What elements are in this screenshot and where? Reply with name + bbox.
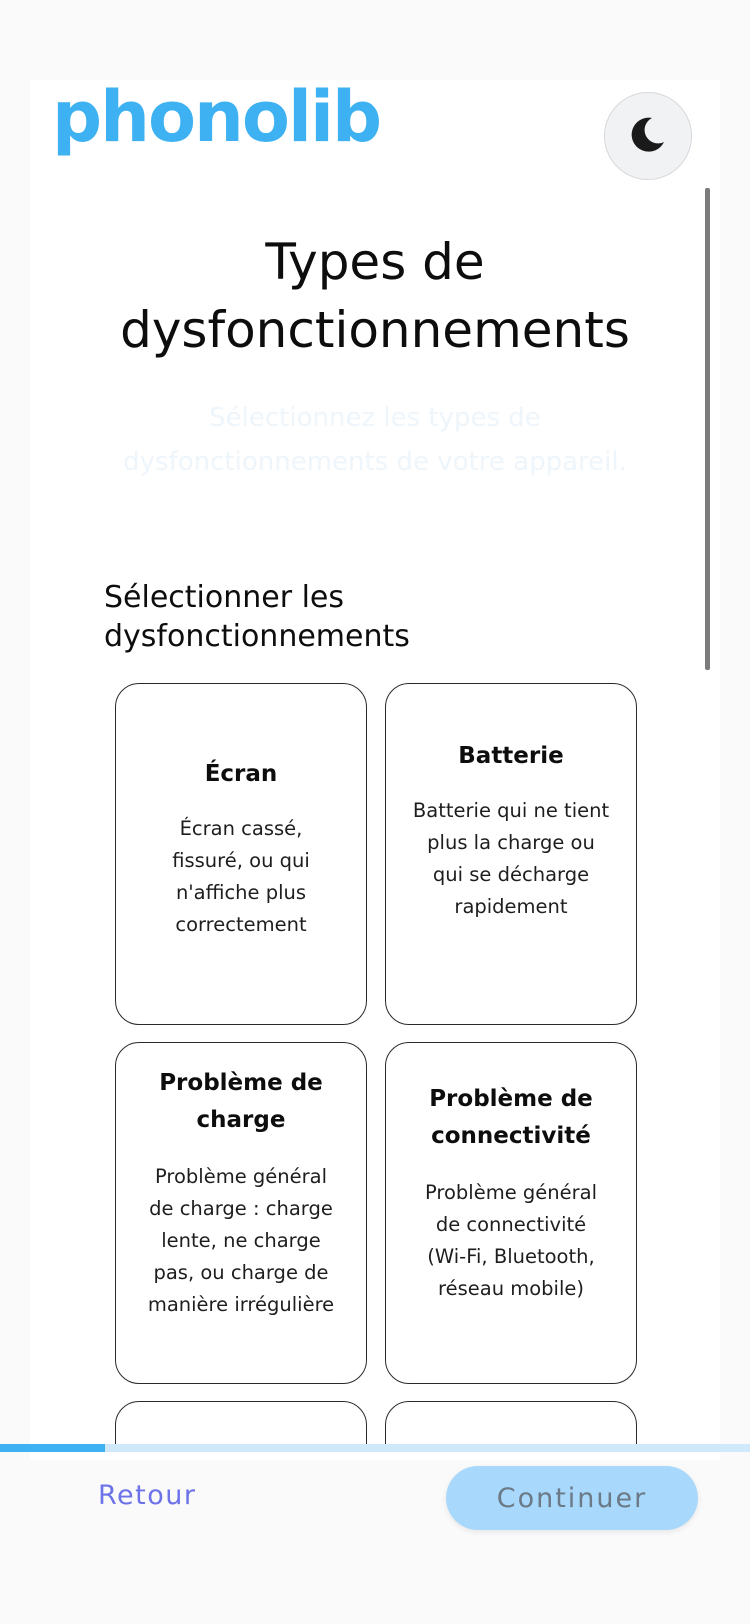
section-title-line1: Sélectionner les xyxy=(104,580,345,615)
phonolib-logo[interactable]: phonolib xyxy=(52,76,381,158)
card-title: Problème de charge xyxy=(159,1070,323,1133)
card-title: Batterie xyxy=(458,743,564,769)
card-title: Problème de connectivité xyxy=(429,1086,593,1149)
progress-bar xyxy=(0,1444,750,1452)
card-description: Écran cassé, fissuré, ou qui n'affiche plus correctement xyxy=(172,817,310,936)
card-description: Problème général de charge : charge lente, ne charge pas, ou charge de manière irrégulière xyxy=(147,1165,335,1316)
page-subtitle-line2: dysfonctionnements de votre appareil. xyxy=(123,447,627,477)
section-title xyxy=(104,578,604,656)
progress-bar-fill xyxy=(0,1444,105,1452)
card-description: Batterie qui ne tient plus la charge ou qui se décharge rapidement xyxy=(412,799,610,918)
moon-icon xyxy=(626,112,670,160)
card-description: Problème général de connectivité (Wi-Fi, Bluetooth, réseau mobile) xyxy=(424,1181,598,1300)
page-subtitle-line1: Sélectionnez les types de xyxy=(209,403,541,433)
scrollbar[interactable] xyxy=(705,188,710,670)
section-title-line2: dysfonctionnements xyxy=(104,619,410,654)
card-ecran[interactable] xyxy=(115,683,367,1025)
card-batterie[interactable] xyxy=(385,683,637,1025)
page-title xyxy=(60,228,690,364)
malfunction-card-grid xyxy=(0,678,750,1444)
continue-button[interactable]: Continuer xyxy=(446,1466,698,1530)
theme-toggle-button[interactable] xyxy=(604,92,692,180)
card-probleme-de-charge[interactable] xyxy=(115,1042,367,1384)
back-button[interactable]: Retour xyxy=(98,1480,197,1511)
card-title: Écran xyxy=(204,761,278,787)
page-subtitle xyxy=(60,396,690,484)
card-partial[interactable] xyxy=(385,1401,637,1444)
card-partial[interactable] xyxy=(115,1401,367,1444)
page-title-line2: dysfonctionnements xyxy=(120,301,630,359)
page-title-line1: Types de xyxy=(265,233,485,291)
card-probleme-de-connectivite[interactable] xyxy=(385,1042,637,1384)
